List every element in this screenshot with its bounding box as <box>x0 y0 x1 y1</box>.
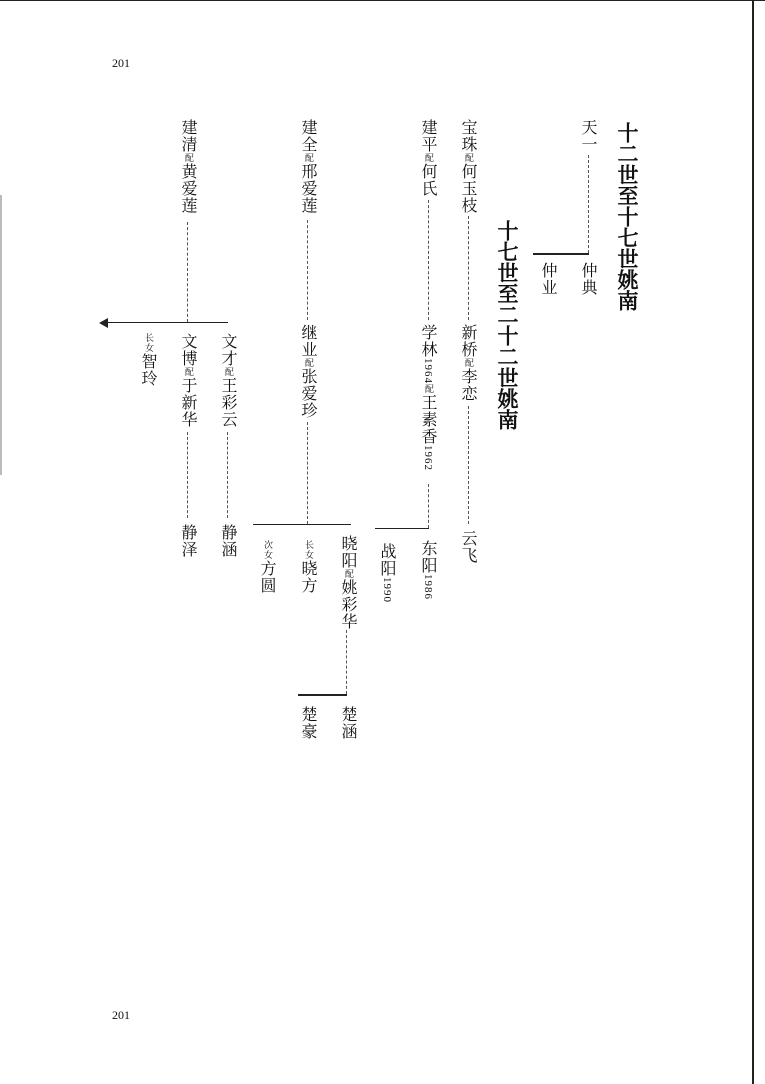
person-wencai-name: 文才 <box>219 333 238 367</box>
person-jiye <box>300 324 316 419</box>
pei-marker: 配 <box>463 358 473 368</box>
person-jianquan <box>300 119 316 214</box>
pei-marker: 配 <box>183 153 193 163</box>
person-xiaofang-name: 晓方 <box>299 560 318 594</box>
person-zhanyang <box>379 543 395 603</box>
person-jiye-spouse: 张爱珍 <box>299 368 318 419</box>
descent-line-jianquan <box>307 220 308 320</box>
descent-line-wencai <box>227 432 228 518</box>
person-fangyuan <box>259 540 275 594</box>
sibling-bar-xuelin <box>375 528 429 529</box>
person-xuelin-name: 学林 <box>419 324 438 358</box>
person-jiye-name: 继业 <box>299 324 318 358</box>
person-xuelin-year: 1964 <box>422 358 434 384</box>
person-jianping-name: 建平 <box>419 119 438 153</box>
page-left-edge-mark <box>0 195 2 475</box>
descent-line-tianyi <box>588 155 589 253</box>
person-chuhan: 楚涵 <box>339 706 358 740</box>
daughter-tag: 长女 <box>303 540 313 560</box>
person-jinghan: 静涵 <box>219 524 238 558</box>
person-jianquan-name: 建全 <box>299 119 318 153</box>
page-right-edge <box>752 0 754 1084</box>
pei-marker: 配 <box>303 153 313 163</box>
person-xuelin-spouse: 王素香 <box>419 394 438 445</box>
person-xinqiao-name: 新桥 <box>459 324 478 358</box>
person-baozhu-name: 宝珠 <box>459 119 478 153</box>
descent-line-xinqiao <box>468 406 469 524</box>
pei-marker: 配 <box>343 569 353 579</box>
sibling-bar-jiye <box>253 524 351 525</box>
person-zhiling-name: 智玲 <box>139 353 158 387</box>
person-jianqing-name: 建清 <box>179 119 198 153</box>
person-xinqiao <box>460 324 476 402</box>
sibling-bar-xiaoyang <box>298 694 347 696</box>
person-zhongye: 仲业 <box>539 262 558 296</box>
person-jingze: 静泽 <box>179 524 198 558</box>
person-wenbo <box>180 333 196 428</box>
daughter-tag: 长女 <box>143 333 153 353</box>
person-wencai-spouse: 王彩云 <box>219 377 238 428</box>
person-wenbo-spouse: 于新华 <box>179 377 198 428</box>
person-zhanyang-name: 战阳 <box>378 543 397 577</box>
person-jianqing <box>180 119 196 214</box>
person-xuelin <box>420 324 436 471</box>
person-tianyi: 天一 <box>579 119 598 153</box>
pei-marker: 配 <box>423 384 433 394</box>
person-zhiling <box>140 333 156 387</box>
person-baozhu-spouse: 何玉枝 <box>459 163 478 214</box>
page-number-top: 201 <box>112 56 130 70</box>
left-arrow-icon <box>99 318 108 328</box>
person-xiaofang <box>300 540 316 594</box>
section-title-12-17: 十二世至十七世姚南 <box>615 122 640 311</box>
person-xiaoyang-spouse: 姚彩华 <box>339 579 358 630</box>
descent-line-jianping <box>428 200 429 320</box>
person-zhongdian: 仲典 <box>579 262 598 296</box>
pei-marker: 配 <box>423 153 433 163</box>
person-zhanyang-year: 1990 <box>381 577 393 603</box>
person-baozhu <box>460 119 476 214</box>
descent-line-baozhu <box>468 216 469 320</box>
pei-marker: 配 <box>463 153 473 163</box>
descent-line-wenbo <box>187 432 188 518</box>
pei-marker: 配 <box>303 358 313 368</box>
person-jianping <box>420 119 436 197</box>
person-wencai <box>220 333 236 428</box>
pei-marker: 配 <box>223 367 233 377</box>
person-xiaoyang <box>340 535 356 630</box>
descent-line-xiaoyang <box>346 630 347 694</box>
person-fangyuan-name: 方圆 <box>258 560 277 594</box>
person-xuelin-spouse-year: 1962 <box>422 445 434 471</box>
descent-line-jianqing <box>187 222 188 322</box>
person-jianping-spouse: 何氏 <box>419 163 438 197</box>
person-dongyang-year: 1986 <box>422 574 434 600</box>
sibling-bar-jianqing <box>108 322 228 323</box>
daughter-tag: 次女 <box>262 540 272 560</box>
person-xiaoyang-name: 晓阳 <box>339 535 358 569</box>
page-number-bottom: 201 <box>112 1008 130 1022</box>
page-top-edge <box>0 0 765 1</box>
person-xinqiao-spouse: 李恋 <box>459 368 478 402</box>
person-jianquan-spouse: 邢爱莲 <box>299 163 318 214</box>
person-jianqing-spouse: 黄爱莲 <box>179 163 198 214</box>
section-title-17-22: 十七世至二十二世姚南 <box>495 220 520 430</box>
person-chuhao: 楚豪 <box>299 706 318 740</box>
person-yunfei: 云飞 <box>459 530 478 564</box>
sibling-bar-tianyi <box>533 253 589 255</box>
person-wenbo-name: 文博 <box>179 333 198 367</box>
descent-line-jiye <box>307 422 308 524</box>
person-dongyang-name: 东阳 <box>419 540 438 574</box>
person-dongyang <box>420 540 436 600</box>
pei-marker: 配 <box>183 367 193 377</box>
descent-line-xuelin <box>428 484 429 528</box>
